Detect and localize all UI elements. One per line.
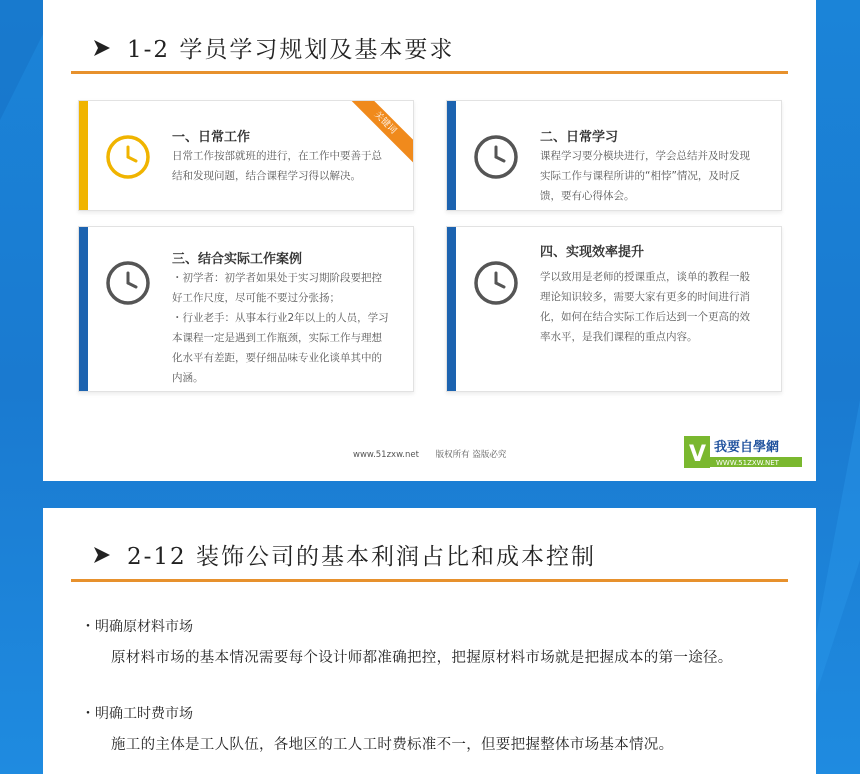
card-daily-work: [78, 100, 414, 211]
footer-site: www.51zxw.net: [353, 450, 419, 460]
item-title-labor: ・明确工时费市场: [81, 706, 193, 722]
clock-icon: [105, 260, 151, 306]
footer-copyright: 版权所有 盗版必究: [435, 450, 507, 460]
card-efficiency: [446, 226, 782, 392]
arrow-bullet-icon: [91, 37, 113, 59]
logo-text: 我要自學網: [714, 440, 780, 455]
card-accent-bar: [447, 101, 456, 210]
card-body: 课程学习要分模块进行，学会总结并及时发现实际工作与课程所讲的“相悖”情况，及时反馈，要有心得体会。: [540, 150, 750, 202]
logo-url: WWW.51ZXW.NET: [716, 459, 779, 467]
slide2-title: 2-12 装饰公司的基本利润占比和成本控制: [127, 544, 596, 570]
card-title: 四、实现效率提升: [540, 245, 645, 260]
slide-profit-cost-control: [43, 508, 816, 774]
card-accent-bar: [79, 101, 88, 210]
slide-footer: [353, 448, 520, 460]
card-accent-bar: [447, 227, 456, 391]
item-body-labor: 施工的主体是工人队伍，各地区的工人工时费标准不一，但要把握整体市场基本情况。: [111, 737, 674, 753]
card-title: 三、结合实际工作案例: [172, 252, 303, 267]
clock-icon: [473, 134, 519, 180]
card-body: 日常工作按部就班的进行，在工作中要善于总结和发现问题，结合课程学习得以解决。: [172, 150, 382, 182]
svg-text:V: V: [689, 442, 707, 467]
card-title: 二、日常学习: [540, 130, 619, 145]
heading-rule: [71, 71, 788, 74]
brand-logo: [684, 436, 802, 468]
slide-learning-plan: [43, 0, 816, 481]
clock-icon: [473, 260, 519, 306]
card-daily-study: [446, 100, 782, 211]
keyword-ribbon: 关键词: [344, 100, 414, 164]
item-body-materials: 原材料市场的基本情况需要每个设计师都准确把控，把握原材料市场就是把握成本的第一途径。: [111, 650, 733, 666]
heading-rule: [71, 579, 788, 582]
card-body: 学以致用是老师的授课重点，谈单的教程一般理论知识较多，需要大家有更多的时间进行消化，如何在结合实际工作后达到一个更高的效率水平，是我们课程的重点内容。: [540, 271, 750, 343]
card-work-cases: [78, 226, 414, 392]
item-title-materials: ・明确原材料市场: [81, 619, 193, 635]
slide1-heading: [91, 31, 454, 64]
slide1-title: 1-2 学员学习规划及基本要求: [127, 37, 455, 63]
slide2-heading: [91, 538, 596, 571]
card-title: 一、日常工作: [172, 130, 251, 145]
card-accent-bar: [79, 227, 88, 391]
clock-icon: [105, 134, 151, 180]
card-body-line-veteran: ・行业老手：从事本行业2年以上的人员，学习本课程一定是遇到工作瓶颈，实际工作与理想化水平有差距，要仔细品味专业化谈单其中的内涵。: [172, 312, 389, 384]
arrow-bullet-icon: [91, 544, 113, 566]
card-body-line-beginner: ・初学者：初学者如果处于实习期阶段要把控好工作尺度，尽可能不要过分张扬；: [172, 272, 382, 304]
